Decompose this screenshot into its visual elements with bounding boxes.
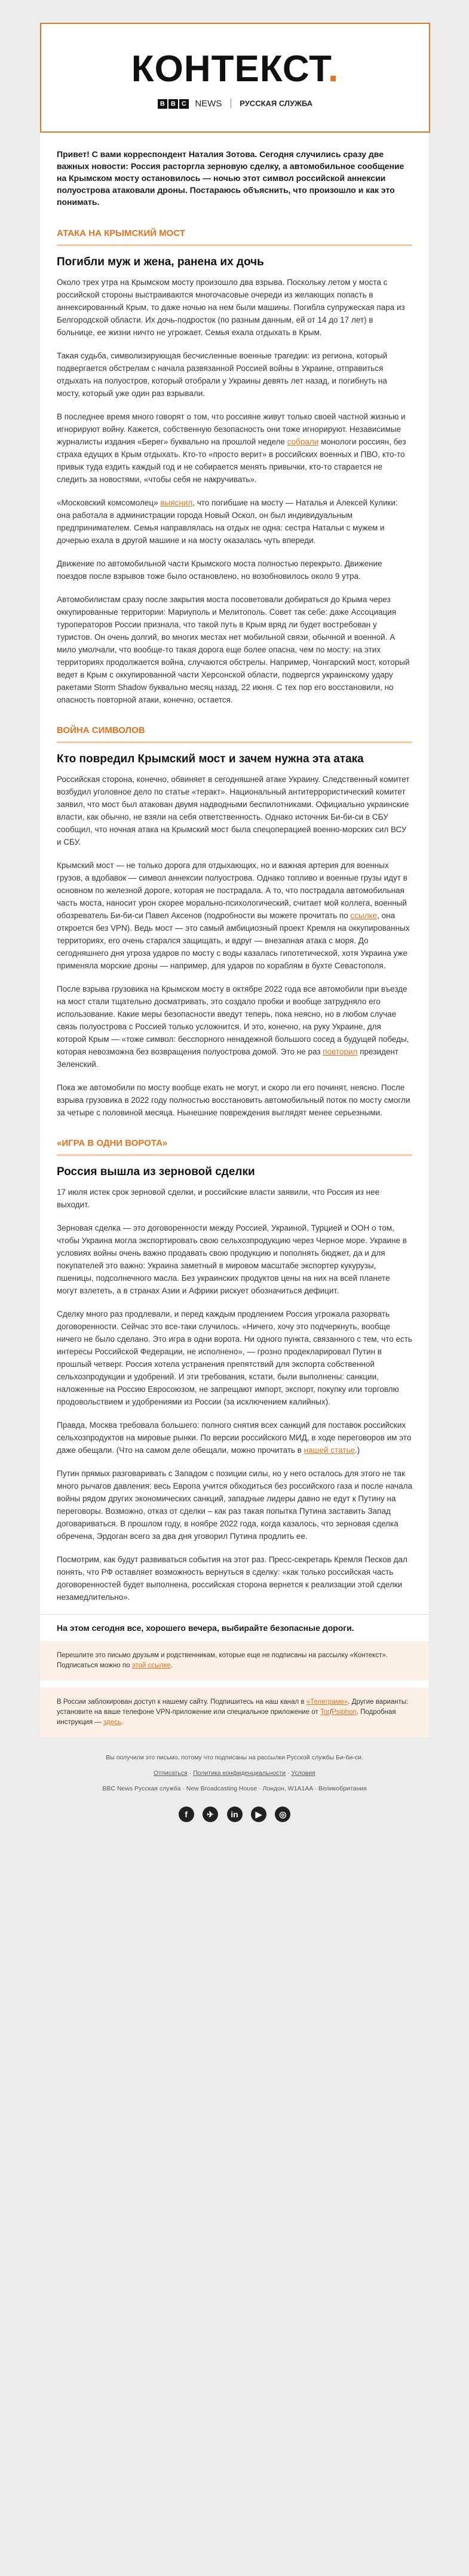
- terms-link[interactable]: Условия: [291, 1770, 315, 1777]
- section-kicker: АТАКА НА КРЫМСКИЙ МОСТ: [57, 220, 412, 246]
- paragraph: Российская сторона, конечно, обвиняет в сегодняшней атаке Украину. Следственный комитет возбудил уголовное дело по статье «теракт». Национальный антитеррористический комитет заявил, что мост был атакован двумя надводными беспилотниками. Официально украинские власти, как обычно, не взяли на себя ответственность. Однако источник Би-би-си в СБУ сообщил, что ночная атака на Крымский мост была спецоперацией военно-морских сил ВСУ и СБУ.: [57, 775, 410, 847]
- telegram-link[interactable]: «Телеграме»: [306, 1698, 348, 1706]
- logo: КОНТЕКСТ.: [131, 48, 339, 90]
- section-kicker: ВОЙНА СИМВОЛОВ: [57, 717, 412, 743]
- link-ssylke[interactable]: ссылке: [350, 911, 378, 920]
- paragraph: Правда, Москва требовала большего: полного снятия всех санкций для поставок российских сельхозпродуктов на мировые рынки. По версии российского МИД, в ходе переговоров им это даже обещали. (Что на самом деле обещали, можно прочитать в нашей статье.): [57, 1421, 412, 1455]
- email-body: [40, 22, 429, 1834]
- social-icons: [40, 1799, 429, 1834]
- section-headline: Кто повредил Крымский мост и зачем нужна эта атака: [57, 753, 364, 765]
- footer-address: BBC News Русская служба · New Broadcasting House · Лондон, W1A1AA · Великобритания: [102, 1785, 367, 1792]
- privacy-link[interactable]: Политика конфиденциальности: [193, 1770, 286, 1777]
- section-headline: Россия вышла из зерновой сделки: [57, 1166, 255, 1178]
- psiphon-link[interactable]: Psiphon: [332, 1709, 357, 1716]
- section-headline: Погибли муж и жена, ранена их дочь: [57, 256, 264, 268]
- service-name: РУССКАЯ СЛУЖБА: [240, 99, 313, 108]
- paragraph: Путин прямых разговаривать с Западом с позиции силы, но у него осталось для этого не так много рычагов давления: весь Европа учится обходиться без российского газа и после начала войны рядом других экономических санкций, западные лидеры давно не едут к Путину на переговоры. Возможно, отказ от сделки – как раз такая попытка Путина заставить Запад договариваться. В прошлом году, в ноябре 2022 года, когда казалось, что зерновая сделка обречена, Эрдоган всего за два дня уговорил Путина продлить ее.: [57, 1469, 412, 1541]
- paragraph: В последнее время много говорят о том, что россияне живут только своей частной жизнью и игнорируют войну. Кажется, собственную безопасность они тоже игнорируют. Независимые журналисты издания «Берег» буквально на прошлой неделе собрали монологи россиян, без страха едущих в Крым отдыхать. Кто-то «просто верит» в российских военных и ПВО, кто-то привык туда ездить каждый год и не собирается менять привычки, кто-то старается не следить за новостями, «чтобы себя не накручивать».: [57, 412, 406, 484]
- instagram-icon[interactable]: ◎: [275, 1807, 290, 1822]
- instructions-link[interactable]: здесь: [103, 1719, 121, 1726]
- paragraph: После взрыва грузовика на Крымском мосту в октябре 2022 года все автомобили при въезде на мост стали тщательно досматривать, это создало пробки и вообще затрудняло его использование. Какие меры безопасности введут теперь, пока неясно, но в любом случае связь полуострова с Россией только усложнится. И это, конечно, на руку Украине, для которой Крым — «тоже символ: бесспорного ненадежной большого сосед а будущей победы, которая невозможна без возвращения полуострова домой. Это не раз повторил президент Зеленский.: [57, 985, 409, 1069]
- link-vyyasnil[interactable]: выяснил: [160, 498, 193, 507]
- section-war-of-symbols: [40, 717, 429, 1119]
- paragraph: Автомобилистам сразу после закрытия моста посоветовали добираться до Крыма через оккупированные территории: Мариуполь и Мелитополь. Совет так себе: даже Ассоциация туроператоров России признала, что такой путь в Крым вряд ли будет востребован у туристов. Он очень долгий, во многих местах нет мобильной связи, обычной и военной. А мило умолчали, что вообще-то такая дорога еще более опасна, чем по мосту: на этих территориях продолжается война, случаются обстрелы. Например, Чонгарский мост, который ведет в Крым с оккупированной части Херсонской области, подвергся украинскому удару ракетами Storm Shadow буквально месяц назад, 22 июня. С тех пор его восстановили, но опасность повторной атаки, конечно, остается.: [57, 595, 410, 704]
- paragraph: Крымский мост — не только дорога для отдыхающих, но и важная артерия для военных грузов, а вдобавок — символ аннексии полуострова. Однако топливо и военные грузы идут в основном по железной дороге, которая не пострадала. А то, что пострадала автомобильная часть моста, наносит урон скорее морально-психологический, считает мой коллега, военный обозреватель Би-би-си Павел Аксенов (подробности вы можете прочитать по ссылке, она откроется без VPN). Ведь мост — это самый амбициозный проект Кремля на оккупированных территориях, его очень старался защищать, и вдруг — внезапная атака с моря. До сегодняшнего дня угроза ударов по мосту с воды казалась гипотетической, хотя Украина уже применяла морские дроны — например, для ударов по кораблям в бухте Севастополя.: [57, 861, 410, 970]
- youtube-icon[interactable]: ▶: [251, 1807, 266, 1822]
- paragraph: 17 июля истек срок зерновой сделки, и российские власти заявили, что Россия из нее выходит.: [57, 1188, 380, 1209]
- section-grain-deal: [40, 1130, 429, 1603]
- paragraph: Около трех утра на Крымском мосту произошло два взрыва. Поскольку летом у моста с российской стороны выстраиваются многочасовые очереди из желающих попасть в аннексированный Крым, то даже ночью на нем были машины. Погибла супружеская пара из Белгородской области. Их дочь-подросток (по разным данным, ей от 14 до 17 лет) в больнице, ее жизни ничто не угрожает. Семья ехала отдыхать в Крым.: [57, 278, 405, 337]
- link-povtoril[interactable]: повторил: [323, 1047, 358, 1056]
- linkedin-icon[interactable]: in: [227, 1807, 243, 1822]
- telegram-icon[interactable]: ✈: [203, 1807, 218, 1822]
- closing-line: На этом сегодня все, хорошего вечера, выбирайте безопасные дороги.: [40, 1614, 429, 1641]
- bbc-logo: B B C: [158, 98, 190, 109]
- bbc-news-label: NEWS: [195, 98, 222, 109]
- paragraph: Такая судьба, символизирующая бесчисленные военные трагедии: из региона, который подвергается обстрелам с начала развязанной Россией войны в Украине, отправиться отдыхать на полуостров, который отобрали у Украины девять лет назад, и погибнуть на мосту, который уже один раз взрывали.: [57, 351, 388, 398]
- facebook-icon[interactable]: f: [179, 1807, 194, 1822]
- access-notice: В России заблокирован доступ к нашему сайту. Подпишитесь на наш канал в «Телеграме». Другие варианты: установите на ваше телефоне VPN-приложение или специальное приложение от Tor/Psiphon. Подробная инструкция — здесь.: [40, 1688, 429, 1737]
- footer-links: Отписаться · Политика конфиденциальности · Условия: [154, 1770, 315, 1777]
- section-kicker: «ИГРА В ОДНИ ВОРОТА»: [57, 1130, 412, 1156]
- unsubscribe-link[interactable]: Отписаться: [154, 1770, 188, 1777]
- footer: [40, 1737, 429, 1799]
- paragraph: Пока же автомобили по мосту вообще ехать не могут, и скоро ли его починят, неясно. После взрыва грузовика в 2022 году полностью восстановить автомобильный поток по мосту смогли за четыре с половиной месяца. Нынешние повреждения выглядят менее серьезными.: [57, 1083, 410, 1117]
- intro-text: Привет! С вами корреспондент Наталия Зотова. Сегодня случились сразу две важных новости: Россия расторгла зерновую сделку, а автомобильное сообщение на Крымском мосту остановилось — ночью этот символ российской аннексии полуострова атаковали дроны. Постараюсь объяснить, что произошло и как это понимать.: [57, 149, 404, 207]
- section-crimea-bridge-attack: [40, 220, 429, 706]
- paragraph: Посмотрим, как будут развиваться события на этот раз. Пресс-секретарь Кремля Песков дал понять, что РФ оставляет возможность вернуться в сделку: «как только российская часть договоренностей будет выполнена, российская сторона вернется к реализации этой сделки незамедлительно».: [57, 1555, 407, 1602]
- paragraph: «Московский комсомолец» выяснил, что погибшие на мосту — Наталья и Алексей Кулики: она работала в администрации города Новый Оскол, он был индивидуальным предпринимателем. Семья направлялась на отдых не одна: сестра Натальи с мужем и дочерью ехала в другой машине и на мосту оказалась чуть впереди.: [57, 498, 398, 545]
- paragraph: Движение по автомобильной части Крымского моста полностью перекрыто. Движение поездов после взрывов тоже было остановлено, но возобновилось около 9 утра.: [57, 559, 382, 581]
- bbc-branding: [41, 98, 429, 109]
- header-banner: [40, 23, 430, 133]
- link-nashei-state[interactable]: нашей статье: [304, 1446, 355, 1455]
- footer-note: Вы получили это письмо, потому что подписаны на рассылки Русской службы Би-би-си.: [106, 1754, 363, 1761]
- forward-notice: Перешлите это письмо друзьям и родственникам, которые еще не подписаны на рассылку «Контекст». Подписаться можно по этой ссылке.: [40, 1641, 429, 1680]
- tor-link[interactable]: Tor: [320, 1709, 330, 1716]
- link-sobrali[interactable]: собрали: [287, 437, 319, 446]
- subscribe-link[interactable]: этой ссылке: [131, 1662, 171, 1669]
- paragraph: Зерновая сделка — это договоренности между Россией, Украиной, Турцией и ООН о том, чтобы Украина могла экспортировать свою сельхозпродукцию через Черное море. Украине в условиях войны очень важно продавать свою продукцию и пополнять бюджет, да и для покупателей это важно: Украина заметный в мировом масштабе экспортер кукурузы, пшеницы, подсолнечного масла. Без украинских продуктов цены на них на всей планете могут взлететь, а в странах Азии и Африки рискует обозначиться дефицит.: [57, 1223, 407, 1295]
- paragraph: Сделку много раз продлевали, и перед каждым продлением Россия угрожала разорвать договоренности. Сейчас это все-таки случилось. «Ничего, хочу это подчеркнуть, вообще ничего не было сделано. Это игра в одни ворота. Ни одного пункта, связанного с тем, что есть интересы Российской Федерации, не исполнено», — грозно продекларировал Путин в прошлый четверг. Россия хотела устранения препятствий для экспорта собственной сельхозпродукции и удобрений. И эти требования, кстати, были выполнены: санкции, наложенные на Россию Евросоюзом, не запрещают импорт, экспорт, покупку или торговлю продовольствием и удобрениями из России (за исключением калийных).: [57, 1310, 412, 1406]
